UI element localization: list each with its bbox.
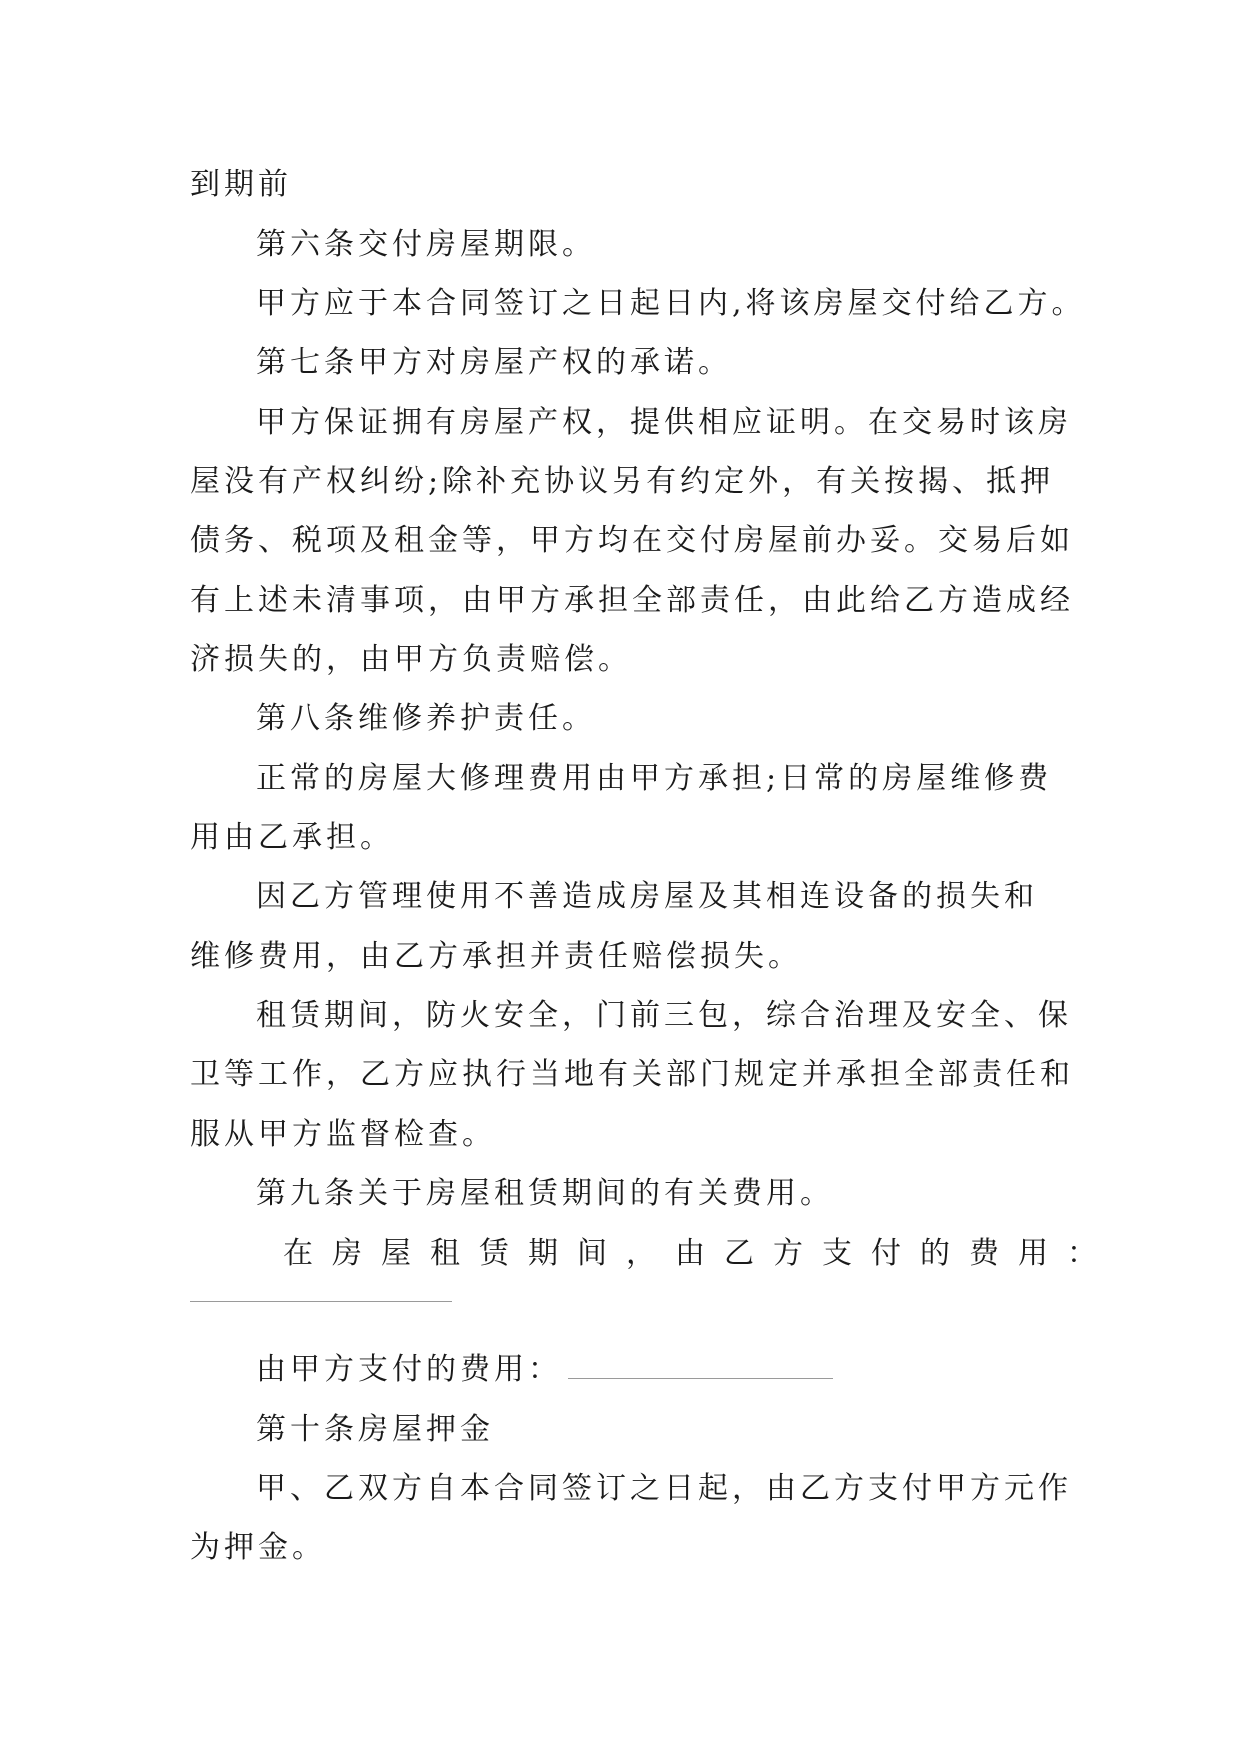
- text-line: 债务、税项及租金等，甲方均在交付房屋前办妥。交易后如: [190, 523, 1074, 558]
- landlord-fees-label: 由甲方支付的费用：: [256, 1352, 562, 1387]
- text-line: 因乙方管理使用不善造成房屋及其相连设备的损失和: [256, 879, 1038, 914]
- text-line: 为押金。: [190, 1530, 326, 1565]
- text-line: 济损失的，由甲方负责赔偿。: [190, 642, 632, 677]
- text-line: 正常的房屋大修理费用由甲方承担;日常的房屋维修费: [256, 761, 1053, 796]
- text-line: 到期前: [190, 167, 292, 202]
- text-line-landlord-fees: [256, 1350, 833, 1390]
- text-line: 用由乙承担。: [190, 820, 394, 855]
- text-line: 有上述未清事项，由甲方承担全部责任，由此给乙方造成经: [190, 583, 1074, 618]
- text-line: 屋没有产权纠纷;除补充协议另有约定外，有关按揭、抵押: [190, 464, 1055, 499]
- blank-fill-line: [568, 1354, 833, 1379]
- text-line: 租赁期间，防火安全，门前三包，综合治理及安全、保: [256, 998, 1072, 1033]
- blank-fill-line: [190, 1301, 452, 1302]
- text-line-tenant-fees: 在房屋租赁期间，由乙方支付的费用：: [283, 1236, 1116, 1271]
- article-6-heading: 第六条交付房屋期限。: [256, 227, 596, 262]
- text-line: 甲、乙双方自本合同签订之日起，由乙方支付甲方元作: [256, 1471, 1072, 1506]
- text-line: 服从甲方监督检查。: [190, 1117, 496, 1152]
- text-line: 甲方应于本合同签订之日起日内,将该房屋交付给乙方。: [256, 286, 1086, 321]
- text-line: 甲方保证拥有房屋产权，提供相应证明。在交易时该房: [256, 405, 1072, 440]
- text-line: 卫等工作，乙方应执行当地有关部门规定并承担全部责任和: [190, 1057, 1074, 1092]
- article-8-heading: 第八条维修养护责任。: [256, 701, 596, 736]
- text-line: 维修费用，由乙方承担并责任赔偿损失。: [190, 939, 802, 974]
- article-9-heading: 第九条关于房屋租赁期间的有关费用。: [256, 1176, 834, 1211]
- article-10-heading: 第十条房屋押金: [256, 1412, 494, 1447]
- article-7-heading: 第七条甲方对房屋产权的承诺。: [256, 345, 732, 380]
